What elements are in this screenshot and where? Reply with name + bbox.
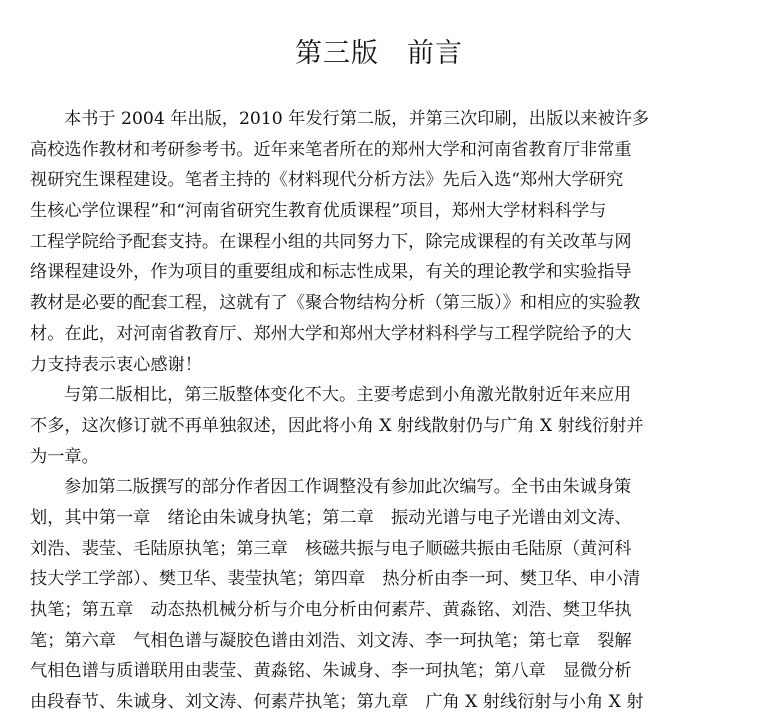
body-text xyxy=(30,104,698,718)
paragraph-3-line-5: 执笔；第五章 动态热机械分析与介电分析由何素芹、黄淼铭、刘浩、樊卫华执 xyxy=(30,600,632,620)
paragraph-1-line-3: 视研究生课程建设。笔者主持的《材料现代分析方法》先后入选“郑州大学研究 xyxy=(30,170,624,191)
paragraph-2-line-3: 为一章。 xyxy=(30,446,99,467)
paragraph-3-line-2: 划，其中第一章 绪论由朱诚身执笔；第二章 振动光谱与电子光谱由刘文涛、 xyxy=(30,507,632,528)
paragraph-3-line-8: 由段春节、朱诚身、刘文涛、何素芹执笔；第九章 广角 X 射线衍射与小角 X 射 xyxy=(30,692,644,713)
paragraph-1-line-4: 生核心学位课程”和“河南省研究生教育优质课程”项目，郑州大学材料科学与 xyxy=(30,201,607,222)
paragraph-1-line-9: 力支持表示衷心感谢！ xyxy=(30,354,202,375)
paragraph-1-line-2: 高校选作教材和考研参考书。近年来笔者所在的郑州大学和河南省教育厅非常重 xyxy=(30,139,632,160)
paragraph-1-line-1: 本书于 2004 年出版，2010 年发行第二版，并第三次印刷，出版以来被许多 xyxy=(64,109,650,129)
paragraph-1-line-8: 材。在此，对河南省教育厅、郑州大学和郑州大学材料科学与工程学院给予的大 xyxy=(30,323,632,344)
paragraph-1-line-7: 教材是必要的配套工程，这就有了《聚合物结构分析（第三版）》和相应的实验教 xyxy=(30,293,641,314)
paragraph-3-line-4: 技大学工学部）、樊卫华、裴莹执笔；第四章 热分析由李一珂、樊卫华、申小清 xyxy=(30,569,641,590)
paragraph-1-line-6: 络课程建设外，作为项目的重要组成和标志性成果，有关的理论教学和实验指导 xyxy=(30,262,632,283)
paragraph-3-line-1: 参加第二版撰写的部分作者因工作调整没有参加此次编写。全书由朱诚身策 xyxy=(64,477,632,498)
paragraph-3-line-3: 刘浩、裴莹、毛陆原执笔；第三章 核磁共振与电子顺磁共振由毛陆原（黄河科 xyxy=(30,538,632,559)
paragraph-1-line-5: 工程学院给予配套支持。在课程小组的共同努力下，除完成课程的有关改革与网 xyxy=(30,231,632,252)
paragraph-3-line-7: 气相色谱与质谱联用由裴莹、黄淼铭、朱诚身、李一珂执笔；第八章 显微分析 xyxy=(30,661,632,682)
page-title: 第三版 前言 xyxy=(295,38,463,69)
paragraph-2-line-1: 与第二版相比，第三版整体变化不大。主要考虑到小角激光散射近年来应用 xyxy=(64,385,632,406)
paragraph-2-line-2: 不多，这次修订就不再单独叙述，因此将小角 X 射线散射仍与广角 X 射线衍射并 xyxy=(30,415,644,436)
paragraph-3-line-6: 笔；第六章 气相色谱与凝胶色谱由刘浩、刘文涛、李一珂执笔；第七章 裂解 xyxy=(30,630,632,651)
